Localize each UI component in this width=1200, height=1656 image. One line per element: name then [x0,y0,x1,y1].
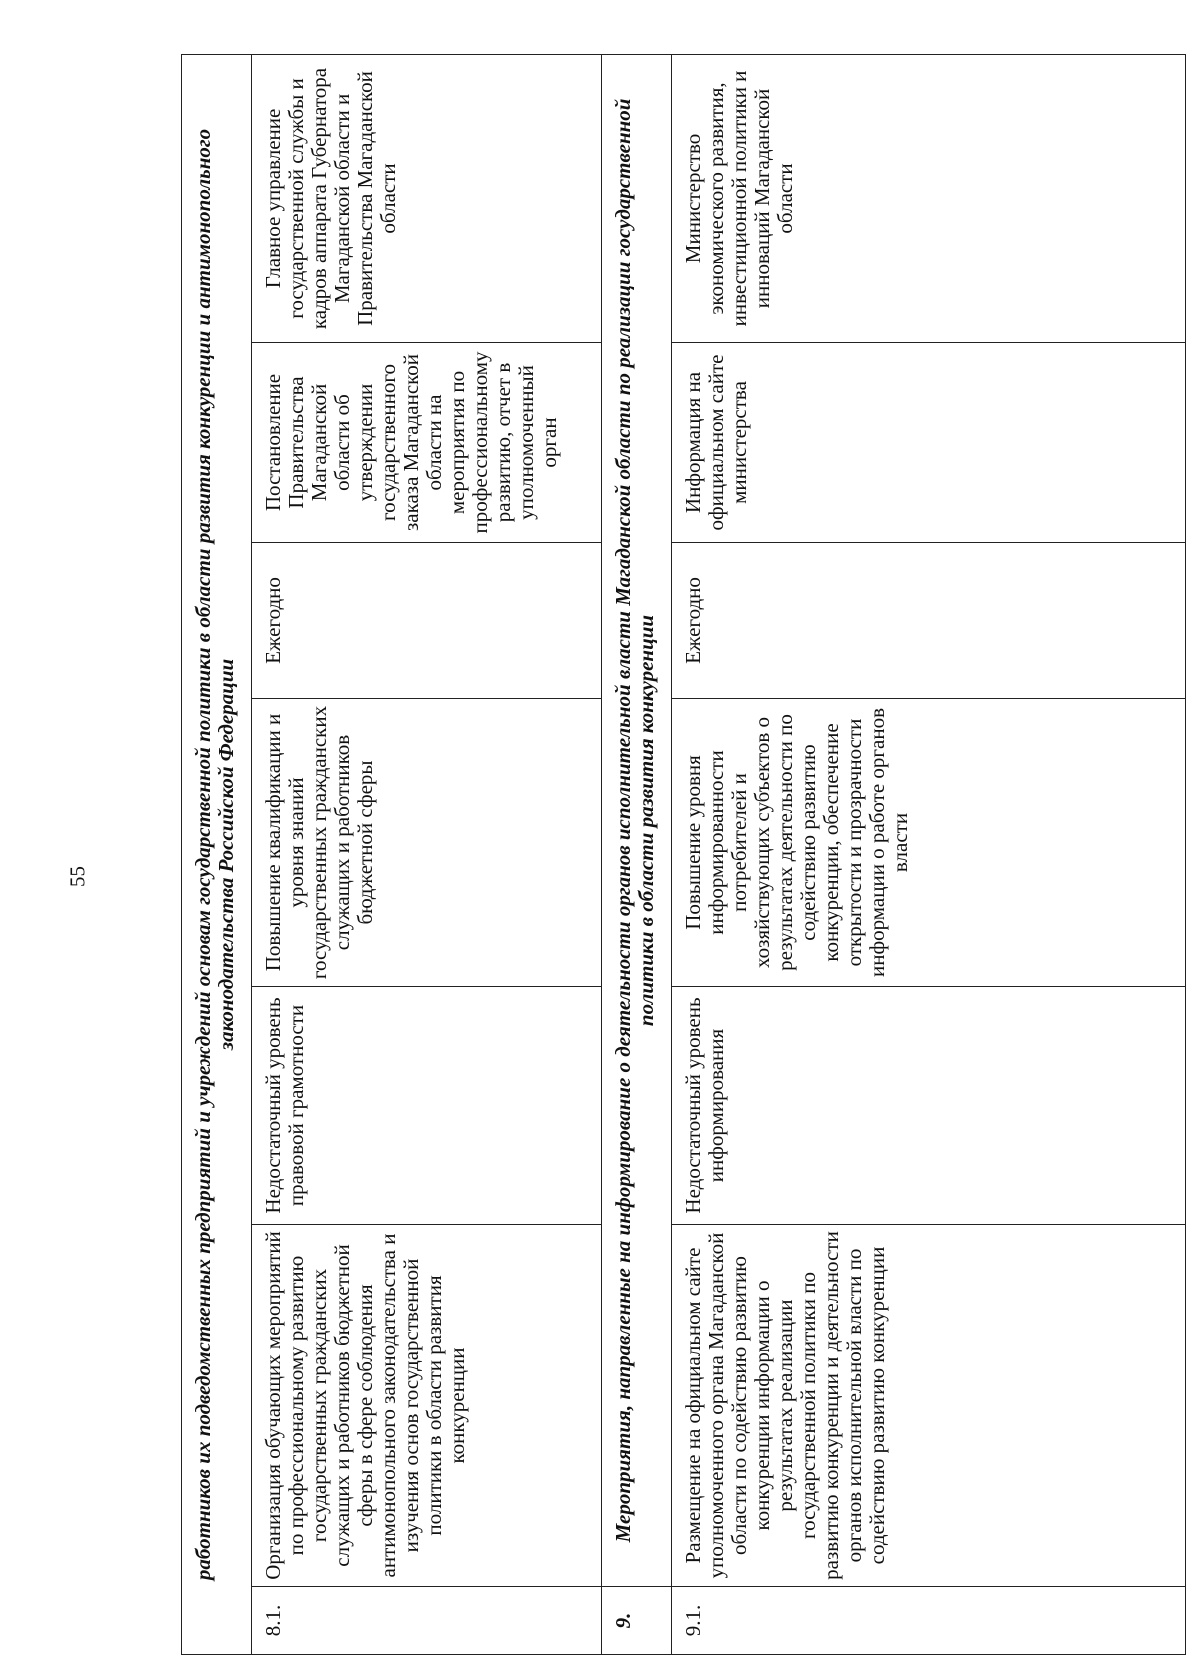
row-number: 9.1. [672,1587,1186,1655]
section-9-title: Мероприятия, направленные на информирование о деятельности органов исполнительной власти Магаданской области по реализации государственной политики в области развития конкуренции [602,54,672,1586]
measure-cell: Размещение на официальном сайте уполномоченного органа Магаданской области по содействию развитию конкуренции информации о результатах реализации государственной политики по развитию конкуренции и деятельности органов исполнительной власти по содействию развитию конкуренции [672,1225,1186,1587]
document-cell: Информация на официальном сайте министерства [672,343,1186,543]
page-number: 55 [65,866,90,887]
landscape-table-content [181,55,1186,1655]
term-cell: Ежегодно [672,543,1186,699]
document-cell: Постановление Правительства Магаданской области об утверждении государственного заказа Магаданской области на мероприятия по профессиональному развитию, отчет в уполномоченный орган [252,343,602,543]
term-cell: Ежегодно [252,543,602,699]
problem-cell: Недостаточный уровень информирования [672,987,1186,1225]
executor-cell: Главное управление государственной службы и кадров аппарата Губернатора Магаданской области и Правительства Магаданской области [252,54,602,342]
rotated-table-frame [181,55,1186,1655]
result-cell: Повышение квалификации и уровня знаний государственных гражданских служащих и работников бюджетной сферы [252,699,602,987]
result-cell: Повышение уровня информированности потребителей и хозяйствующих субъектов о результатах деятельности по содействию развитию конкуренции, обеспечение открытости и прозрачности информации о работе органов власти [672,699,1186,987]
section-number: 9. [602,1587,672,1655]
measures-table [181,54,1186,1655]
problem-cell: Недостаточный уровень правовой грамотности [252,987,602,1225]
table-row-9-1 [672,54,1186,1654]
measure-cell: Организация обучающих мероприятий по профессиональному развитию государственных гражданских служащих и работников бюджетной сферы в сфере соблюдения антимонопольного законодательства и изучения основ государственной политики в области развития конкуренции [252,1225,602,1587]
section-8-title-continuation: работников их подведомственных предприятий и учреждений основам государственной политики в области развития конкуренции и антимонопольного законодательства Российской Федерации [182,54,252,1654]
section-8-continuation-row [182,54,252,1654]
executor-cell: Министерство экономического развития, инвестиционной политики и инноваций Магаданской области [672,54,1186,342]
row-number: 8.1. [252,1587,602,1655]
table-row-8-1 [252,54,602,1654]
section-9-row [602,54,672,1654]
